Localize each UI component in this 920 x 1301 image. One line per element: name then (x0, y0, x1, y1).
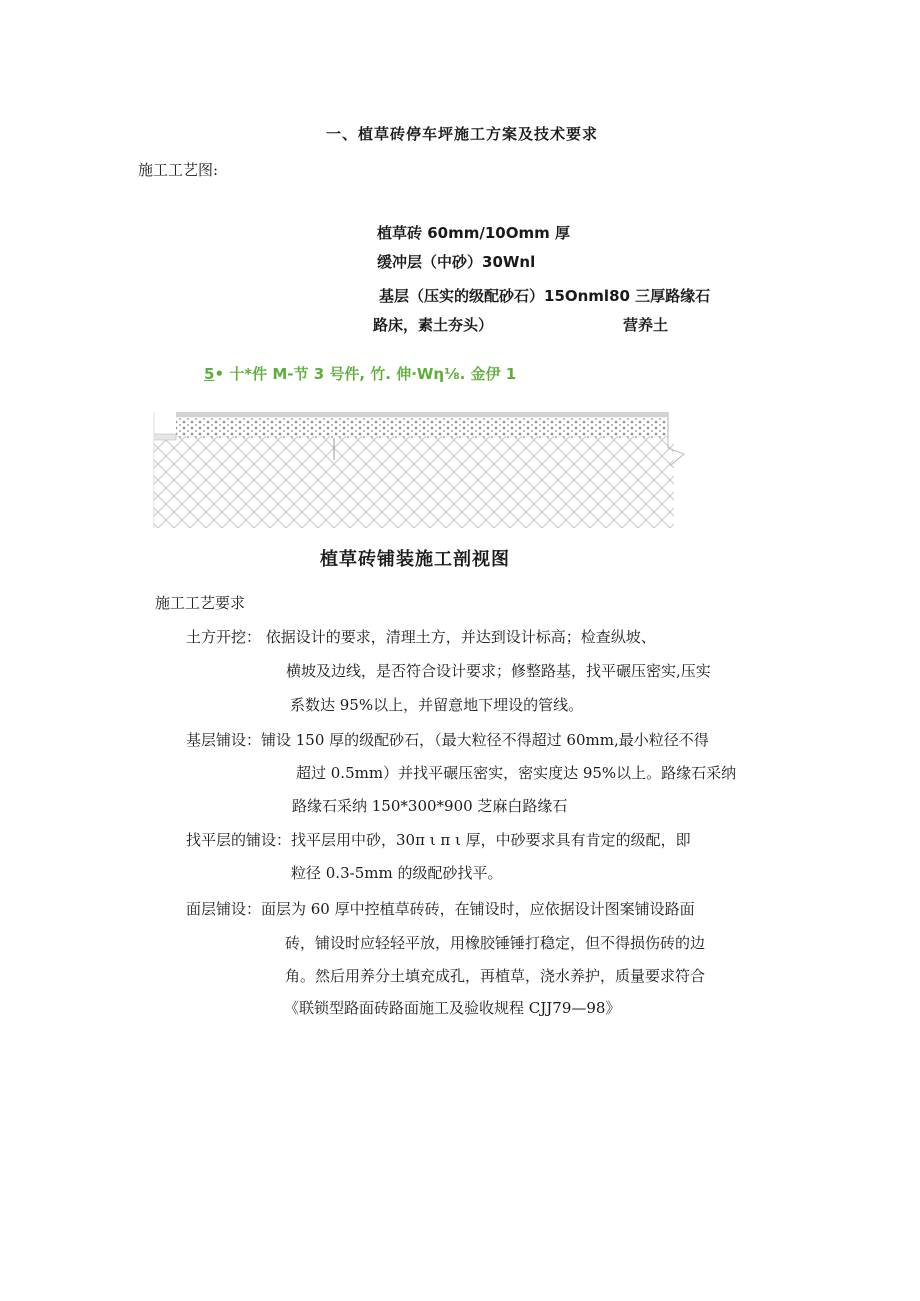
section-view-drawing (150, 408, 690, 530)
layer-paver: 植草砖 60mm/10Omm 厚 (377, 224, 570, 242)
layer-cushion: 缓冲层（中砂）30Wnl (377, 253, 536, 271)
req-base-line3: 路缘石采纳 150*300*900 芝麻白路缘石 (292, 797, 568, 815)
req-earthwork-line2: 横坡及边线，是否符合设计要求；修整路基，找平碾压密实,压实 (286, 662, 711, 680)
garbled-annotation-first: 5 (204, 365, 215, 383)
requirements-heading: 施工工艺要求 (155, 594, 246, 612)
soil-layer (154, 436, 674, 528)
garbled-annotation (204, 363, 516, 384)
req-surface-line4: 《联锁型路面砖路面施工及验收规程 CJJ79—98》 (284, 999, 621, 1017)
req-surface-line1: 面层铺设：面层为 60 厚中控植草砖砖，在铺设时，应依据设计图案铺设路面 (186, 900, 695, 918)
req-leveling-line1: 找平层的铺设：找平层用中砂，30π ι π ι 厚，中砂要求具有肯定的级配，即 (186, 831, 691, 849)
document-title: 一、植草砖停车坪施工方案及技术要求 (326, 125, 599, 143)
req-earthwork-line3: 系数达 95%以上，并留意地下埋设的管线。 (290, 696, 584, 714)
req-surface-line3: 角。然后用养分土填充成孔，再植草，浇水养护，质量要求符合 (285, 967, 706, 985)
figure-caption: 植草砖铺装施工剖视图 (320, 549, 510, 570)
curb-left (154, 434, 176, 440)
req-surface-line2: 砖，铺设时应轻轻平放，用橡胶锤锤打稳定，但不得损伤砖的边 (285, 934, 706, 952)
paver-top-band (176, 412, 668, 417)
diagram-label: 施工工艺图: (138, 161, 219, 179)
layer-topsoil: 营养土 (623, 316, 669, 334)
req-base-line2: 超过 0.5mm）并找平碾压密实，密实度达 95%以上。路缘石采纳 (296, 764, 737, 782)
req-earthwork-line1: 土方开挖： 依据设计的要求，清理土方，并达到设计标高；检查纵坡、 (186, 628, 656, 646)
layer-subgrade: 路床，素土夯头） (373, 316, 494, 334)
req-leveling-line2: 粒径 0.3-5mm 的级配砂找平。 (291, 864, 503, 882)
layer-base: 基层（压实的级配砂石）15Onml80 三厚路缘石 (379, 287, 711, 305)
garbled-annotation-rest: • 十*件 M-节 3 号件, 竹. 伸·Wη⅛. 金伊 1 (214, 365, 517, 383)
req-base-line1: 基层铺设：铺设 150 厚的级配砂石，（最大粒径不得超过 60mm,最小粒径不得 (186, 731, 709, 749)
